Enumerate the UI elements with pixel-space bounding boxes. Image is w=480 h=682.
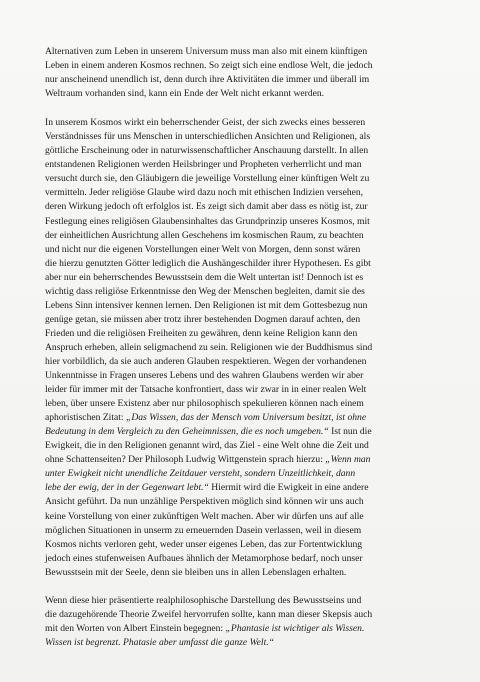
text-line: die dazugehörende Theorie Zweifel hervorrufen sollte, kann man dieser Skepsis auch	[45, 608, 373, 620]
paragraph-1	[45, 45, 436, 101]
text-line: Alternativen zum Leben in unserem Universum muss man also mit einem künftigen	[45, 46, 368, 57]
text-line: der einheitlichen Ausrichtung allen Geschehens im kosmischen Raum, zu beachten	[45, 229, 364, 241]
text-line: entstandenen Religionen werden Heilsbringer und Propheten verherrlicht und man	[45, 159, 362, 171]
text-line	[45, 453, 436, 467]
text-line: Leben in einem anderen Kosmos rechnen. So zeigt sich eine endlose Welt, die jedoch	[45, 60, 373, 72]
text-line: jedoch eines stufenweisen Aufbaues ähnlich der Metamorphose bedarf, noch unser	[45, 552, 363, 564]
text-line: Ewigkeit, die in den Religionen genannt wird, das Ziel - eine Welt ohne die Zeit und	[45, 440, 369, 452]
text-line: aber nur ein beherrschendes Bewusstsein dem die Welt untertan ist! Dennoch ist es	[45, 271, 364, 283]
quote-italic: Bedeutung in dem Vergleich zu den Geheimnissen, die es noch umgeben.	[45, 426, 324, 438]
text-line: vermitteln. Jeder religiöse Glaube wird dazu noch mit ethischen Indizien versehen,	[45, 187, 364, 199]
text-line	[45, 467, 436, 481]
quote-mark: .“	[201, 482, 209, 494]
quote-italic: „Wenn man	[325, 454, 371, 466]
text-line: In unserem Kosmos wirkt ein beherrschender Geist, der sich zwecks eines besseren	[45, 117, 366, 129]
text-run: aphoristischen Zitat:	[45, 412, 126, 424]
text-line: göttliche Erscheinung oder in naturwissenschaftlicher Anschauung darstellt. In allen	[45, 145, 369, 157]
paragraph-2	[45, 116, 436, 580]
text-line: Festlegung eines religiösen Glaubensinhaltes das Grundprinzip unseres Kosmos, mit	[45, 215, 370, 227]
text-line: und nicht nur die eigenen Vorstellungen einer Welt von Morgen, denn sonst wären	[45, 243, 361, 255]
text-line: genüge getan, sie müssen aber trotz ihrer bestehenden Dogmen darauf achten, den	[45, 313, 361, 325]
paragraph-3	[45, 594, 436, 650]
text-line: Weltraum vorhanden sind, kann ein Ende der Welt nicht erkannt werden.	[45, 88, 325, 100]
text-run: ohne Schattenseiten? Der Philosoph Ludwig Wittgenstein sprach hierzu:	[45, 454, 326, 466]
text-line: leider für immer mit der Tatsache konfrontiert, dass wir zwar in in einer realen Welt	[45, 384, 367, 396]
quote-italic: „Phantasie ist wichtiger als Wissen.	[225, 622, 365, 634]
quote-mark: “	[323, 426, 329, 438]
text-line	[45, 481, 436, 495]
text-line: Verständnisses für uns Menschen in unterschiedlichen Ansichten und Religionen, als	[45, 131, 371, 143]
text-line: Wenn diese hier präsentierte realphilosophische Darstellung des Bewusstseins und	[45, 594, 362, 606]
text-line: hier vorbildlich, da sie auch anderen Glauben respektieren. Wegen der vorhandenen	[45, 355, 367, 367]
text-line: keine Vorstellung von einer zukünftigen Welt machen. Aber wir dürfen uns auf alle	[45, 510, 364, 522]
quote-italic: lebe der ewig, der in der Gegenwart lebt	[45, 482, 202, 494]
text-line: Kosmos nichts verloren geht, weder unser eigenes Leben, das zur Fortentwicklung	[45, 538, 363, 550]
text-line: leben, über unsere Existenz aber nur philosophisch spekulieren können nach einem	[45, 398, 364, 410]
text-line: wichtig dass religiöse Erkenntnisse den Weg der Menschen begleiten, damit sie des	[45, 285, 365, 297]
text-line: Ansicht geführt. Da nun unzählige Perspektiven möglich sind können wir uns auch	[45, 496, 364, 508]
text-line: möglichen Situationen in unserm zu erneuernden Dasein verlassen, weil in diesem	[45, 524, 362, 536]
quote-italic: Wissen ist begrenzt. Phatasie aber umfasst die ganze Welt.	[45, 636, 269, 648]
text-line: die hierzu genutzten Götter lediglich die Aushängeschilder ihrer Hypothesen. Es gibt	[45, 257, 371, 269]
quote-italic: „Das Wissen, das der Mensch vom Universum besitzt, ist ohne	[126, 412, 367, 424]
text-line: Unkenntnisse in Fragen unseres Lebens und des wahren Glaubens werden wir aber	[45, 370, 364, 382]
quote-mark: “	[268, 636, 275, 648]
quote-italic: unter Ewigkeit nicht unendliche Zeitdauer versteht, sondern Unzeitlichkeit, dann	[45, 468, 356, 480]
text-line	[45, 425, 436, 439]
text-run: mit den Worten von Albert Einstein begegnen:	[45, 622, 226, 634]
paragraph-spacer	[45, 580, 436, 594]
text-line	[45, 622, 436, 636]
text-run: Hiermit wird die Ewigkeit in eine andere	[208, 482, 369, 494]
text-line: deren Wirkung jedoch oft erfolglos ist. Es zeigt sich damit aber dass es nötig ist, zur	[45, 201, 368, 213]
paragraph-spacer	[45, 101, 436, 116]
text-line: Lebens Sinn intensiver kennen lernen. Den Religionen ist mit dem Gottesbezug nun	[45, 299, 368, 311]
text-line: Anspruch erheben, allein seligmachend zu sein. Religionen wie der Buddhismus sind	[45, 341, 373, 353]
text-line	[45, 411, 436, 425]
text-line: nur anscheinend unendlich ist, denn durch ihre Aktivitäten die immer und überall im	[45, 74, 370, 86]
text-line: Frieden und die religiösen Freiheiten zu gewähren, denn keine Religion kann den	[45, 327, 358, 339]
text-line: Bewusstsein mit der Seele, denn sie bleiben uns in allen Lebenslagen erhalten.	[45, 566, 347, 578]
text-run: Ist nun die	[328, 426, 372, 438]
text-line: versucht durch sie, den Gläubigern die jeweilige Vorstellung einer künftigen Welt zu	[45, 173, 370, 185]
text-line	[45, 636, 436, 650]
